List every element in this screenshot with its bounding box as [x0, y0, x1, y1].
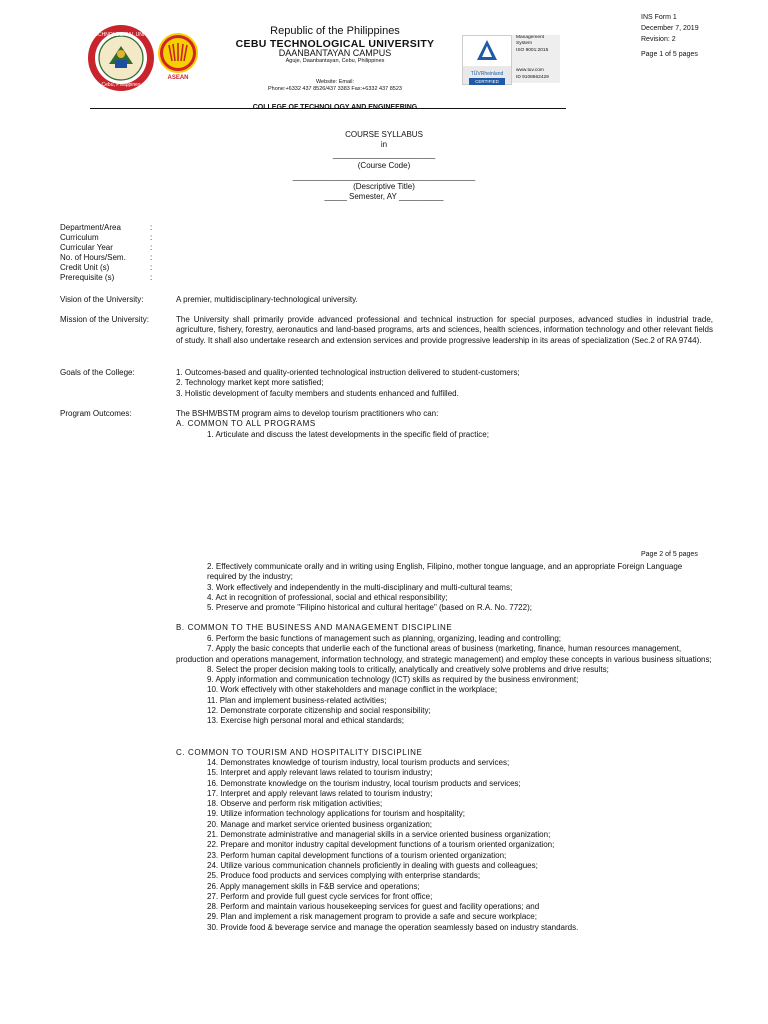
outcome-item: 14. Demonstrates knowledge of tourism industry, local tourism products and services; [207, 758, 510, 767]
outcome-item: 25. Produce food products and services complying with enterprise standards; [207, 871, 481, 881]
website-email: Website: Email: [315, 79, 355, 85]
semester-line: _____ Semester, AY __________ [324, 192, 444, 201]
outcome-item: 18. Observe and perform risk mitigation activities; [207, 799, 383, 809]
syllabus-title: COURSE SYLLABUS [345, 130, 423, 139]
outcome-item: 20. Manage and market service oriented business organization; [207, 819, 433, 829]
form-info [641, 12, 699, 60]
field-colon: : [150, 233, 153, 242]
asean-logo [158, 33, 198, 81]
field-label-hours: No. of Hours/Sem. [60, 253, 126, 262]
outcome-item: 4. Act in recognition of professional, social and ethical responsibility; [207, 592, 448, 602]
section-b-list [176, 634, 713, 727]
outcome-item: 26. Apply management skills in F&B service and operations; [207, 881, 420, 891]
outcome-item: 16. Demonstrate knowledge on the tourism industry, local tourism products and services; [207, 778, 521, 788]
goal-item: 1. Outcomes-based and quality-oriented technological instruction delivered to student-customers; [176, 368, 520, 377]
field-label-curriculum: Curriculum [60, 233, 99, 242]
outcome-item: 13. Exercise high personal moral and ethical standards; [207, 716, 404, 726]
tuv-certified-label: CERTIFIED [469, 78, 505, 85]
field-label-department: Department/Area [60, 223, 121, 232]
field-label-prerequisite: Prerequisite (s) [60, 273, 115, 282]
field-label-credit-unit: Credit Unit (s) [60, 263, 110, 272]
outcome-item: 7. Apply the basic concepts that underlie each of the functional areas of business (marketing, finance, human resources management, production and operations management, information technology, and strategic management) and employ these concepts in various business situations; [176, 644, 712, 664]
goals-label: Goals of the College: [60, 368, 135, 377]
cert-line-5: ID 9108662429 [516, 74, 549, 80]
outcome-item: 11. Plan and implement business-related activities; [207, 695, 387, 705]
vision-text: A premier, multidisciplinary-technological university. [176, 295, 358, 304]
course-code-label: (Course Code) [357, 161, 411, 170]
svg-text:ASEAN: ASEAN [167, 75, 189, 81]
outcome-item: 3. Work effectively and independently in the multi-disciplinary and multi-cultural teams; [207, 582, 513, 592]
outcome-item: 15. Interpret and apply relevant laws related to tourism industry; [207, 768, 433, 778]
section-b-heading: B. COMMON TO THE BUSINESS AND MANAGEMENT DISCIPLINE [176, 623, 453, 632]
field-colon: : [150, 263, 153, 272]
tuv-brand: TÜVRheinland [470, 71, 504, 77]
program-outcomes-label: Program Outcomes: [60, 409, 132, 418]
section-a-list [207, 562, 713, 613]
mission-text: The University shall primarily provide advanced professional and technical instruction for special purposes, advanced studies in industrial trade, agriculture, fishery, forestry, aeronautics and land-based programs, arts and sciences, health sciences, information technology and other relevant fields of study. It shall also undertake research and extension services and provide progressive leadership in its areas of specialization (Sec.2 of RA 9744). [176, 315, 713, 345]
outcome-item: 5. Preserve and promote "Filipino historical and cultural heritage" (based on R.A. No. 7722); [207, 603, 532, 613]
field-colon: : [150, 253, 153, 262]
goals-list [176, 368, 713, 399]
outcome-item: 2. Effectively communicate orally and in writing using English, Filipino, mother tongue language, and an appropriate Foreign Language required by the industry; [207, 562, 683, 582]
mission-label: Mission of the University: [60, 315, 149, 324]
cert-line-2: System [516, 41, 532, 47]
outcome-item: 1. Articulate and discuss the latest developments in the specific field of practice; [207, 430, 489, 439]
outcome-item: 10. Work effectively with other stakeholders and manage conflict in the workplace; [207, 685, 498, 695]
outcome-item: 29. Plan and implement a risk management program to provide a safe and secure workplace; [207, 912, 537, 922]
phone-fax: Phone:+6332 437 8526/437 3383 Fax:+6332 437 8523 [268, 86, 402, 92]
section-c-list [207, 758, 713, 933]
outcome-item: 22. Prepare and monitor industry capital development functions of a tourism oriented organization; [207, 840, 555, 850]
field-colon: : [150, 223, 153, 232]
outcome-item: 8. Select the proper decision making tools to critically, analytically and creatively solve problems and drive results; [207, 664, 609, 674]
cert-line-3: ISO 9001:2015 [516, 47, 549, 53]
page-2-number: Page 2 of 5 pages [641, 551, 698, 558]
republic-heading: Republic of the Philippines [270, 25, 400, 37]
university-name: CEBU TECHNOLOGICAL UNIVERSITY [235, 38, 435, 50]
outcome-item: 28. Perform and maintain various housekeeping services for guest and facility operations; and [207, 902, 540, 912]
tuv-certification-badge [462, 35, 562, 85]
vision-label: Vision of the University: [60, 295, 144, 304]
descriptive-title-line: _________________________________________ [292, 172, 476, 181]
outcome-item: 19. Utilize information technology applications for tourism and hospitality; [207, 809, 465, 819]
page-number: Page 1 of 5 pages [641, 51, 698, 58]
campus-name: DAANBANTAYAN CAMPUS [278, 48, 392, 58]
university-seal [76, 24, 166, 92]
program-outcomes-intro: The BSHM/BSTM program aims to develop tourism practitioners who can: [176, 409, 439, 418]
tuv-logo-block [462, 35, 512, 85]
syllabus-in: in [380, 140, 388, 149]
tuv-triangle-icon [463, 36, 511, 66]
svg-text:Cebu, Philippines: Cebu, Philippines [101, 82, 141, 88]
form-date: December 7, 2019 [641, 25, 699, 32]
svg-text:CEBU TECHNOLOGICAL UNIVERSITY: CEBU TECHNOLOGICAL UNIVERSITY [76, 32, 166, 38]
section-a-heading: A. COMMON TO ALL PROGRAMS [176, 419, 316, 428]
outcome-item: 27. Perform and provide full guest cycle services for front office; [207, 891, 433, 901]
form-number: INS Form 1 [641, 14, 677, 21]
field-colon: : [150, 273, 153, 282]
cert-line-4: www.tuv.com [516, 68, 544, 74]
form-revision: Revision: 2 [641, 36, 676, 43]
outcome-item: 24. Utilize various communication channels proficiently in dealing with guests and colleagues; [207, 860, 538, 870]
descriptive-title-label: (Descriptive Title) [353, 182, 415, 191]
outcome-item: 17. Interpret and apply relevant laws related to tourism industry; [207, 788, 433, 798]
goal-item: 3. Holistic development of faculty members and students enhanced and fulfilled. [176, 388, 459, 398]
college-name: COLLEGE OF TECHNOLOGY AND ENGINEERING [252, 104, 418, 111]
outcome-item: 30. Provide food & beverage service and manage the operation seamlessly based on industry standards. [207, 922, 579, 932]
outcome-item: 9. Apply information and communication technology (ICT) skills as required by the business environment; [207, 675, 579, 685]
cert-line-1: Management [516, 35, 544, 40]
outcome-item: 21. Demonstrate administrative and managerial skills in a service oriented business organization; [207, 830, 551, 840]
outcome-item: 23. Perform human capital development functions of a tourism oriented organization; [207, 850, 507, 860]
goal-item: 2. Technology market kept more satisfied; [176, 378, 324, 388]
cert-details [512, 35, 560, 83]
outcome-item: 6. Perform the basic functions of management such as planning, organizing, leading and controlling; [207, 634, 561, 643]
outcome-item: 12. Demonstrate corporate citizenship and social responsibility; [207, 706, 431, 716]
section-c-heading: C. COMMON TO TOURISM AND HOSPITALITY DISCIPLINE [176, 748, 423, 757]
field-label-curricular-year: Curricular Year [60, 243, 113, 252]
field-colon: : [150, 243, 153, 252]
campus-address: Aguje, Daanbantayan, Cebu, Philippines [285, 58, 385, 64]
course-code-line: _______________________ [332, 150, 436, 159]
